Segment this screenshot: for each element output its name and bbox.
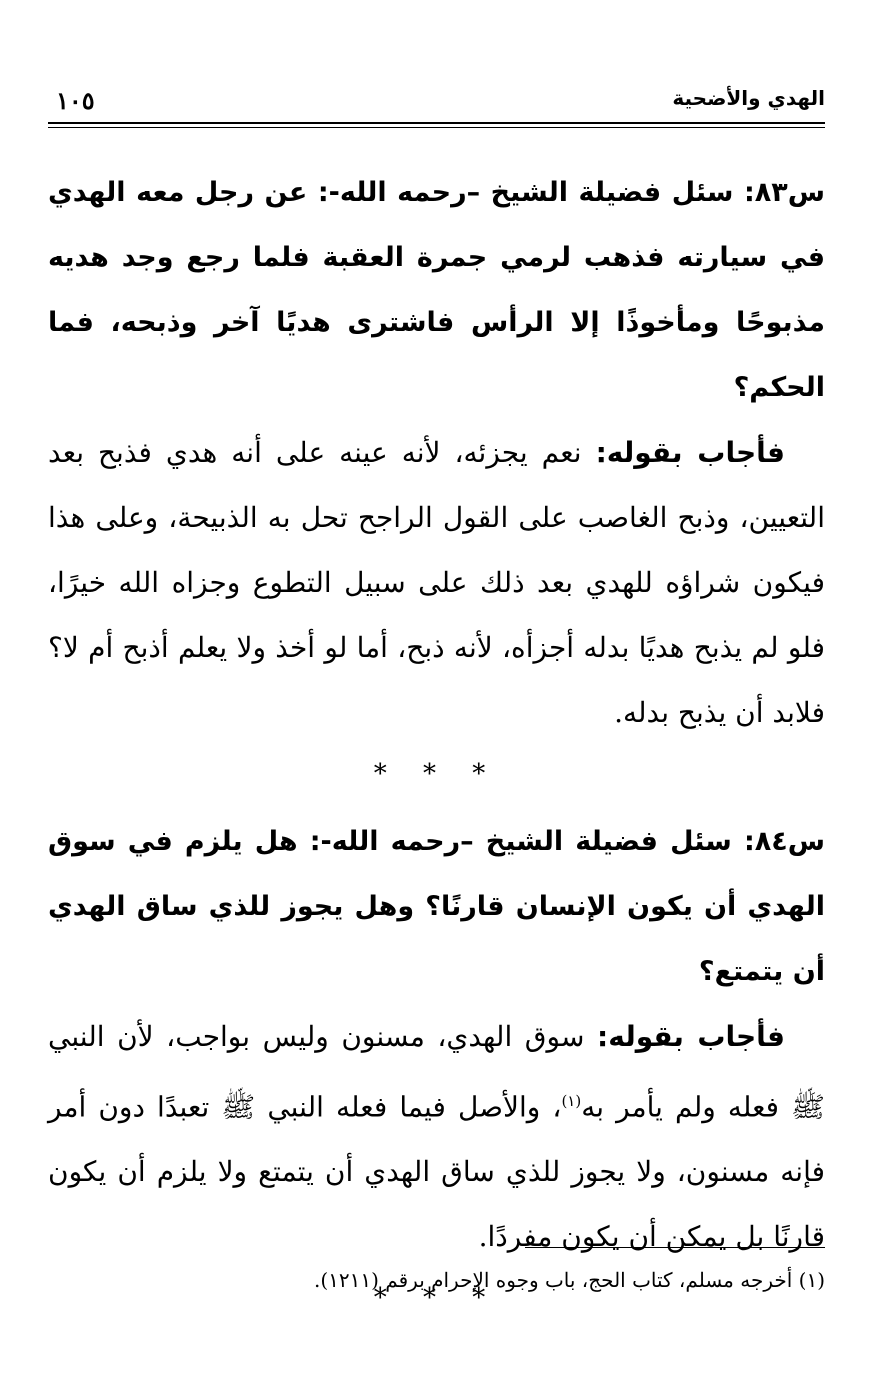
footnote-ref[interactable]: (١) [561,1092,582,1110]
page-body [48,160,825,1333]
section-separator: * * * [373,759,500,789]
answer-84-text-2: ، والأصل فيما فعله النبي ﷺ تعبدًا دون أمر فإنه مسنون، ولا يجوز للذي ساق الهدي أن يتمتع ولا يلزم أن يكون قارنًا بل يمكن أن يكون مفردًا. [48,1090,825,1254]
running-title: الهدي والأضحية [672,86,825,110]
header-rule [48,122,825,124]
page-header [48,86,825,120]
answer-83-label: فأجاب بقوله: [595,436,785,469]
answer-84 [48,1004,825,1269]
question-84 [48,809,825,1004]
answer-83 [48,420,825,745]
answer-83-text: نعم يجزئه، لأنه عينه على أنه هدي فذبح بعد التعيين، وذبح الغاصب على القول الراجح تحل به الذبيحة، وعلى هذا فيكون شراؤه للهدي بعد ذلك على سبيل التطوع وجزاه الله خيرًا، فلو لم يذبح هديًا بدله أجزأه، لأنه ذبح، أما لو أخذ ولا يعلم أذبح أم لا؟ فلابد أن يذبح بدله. [48,436,825,729]
question-84-label: س٨٤: [743,826,826,857]
page-number: ١٠٥ [56,86,95,115]
section-separator-2: * * * [373,1283,500,1314]
question-83-label: س٨٣: [743,177,825,208]
question-83-text: سئل فضيلة الشيخ –رحمه الله-: عن رجل معه الهدي في سيارته فذهب لرمي جمرة العقبة فلما رجع وجد هديه مذبوحًا ومأخوذًا إلا الرأس فاشترى هديًا آخر وذبحه، فما الحكم؟ [48,177,825,403]
footnote-rule [525,1247,825,1248]
answer-84-label: فأجاب بقوله: [597,1020,786,1053]
question-84-text: سئل فضيلة الشيخ –رحمه الله-: هل يلزم في سوق الهدي أن يكون الإنسان قارنًا؟ وهل يجوز للذي ساق الهدي أن يتمتع؟ [48,826,825,987]
header-rule-thin [48,127,825,128]
footnote: (١) أخرجه مسلم، كتاب الحج، باب وجوه الإحرام برقم (١٢١١). [313,1268,825,1292]
question-83 [48,160,825,420]
answer-84-text-1: سوق الهدي، مسنون وليس بواجب، لأن النبي ﷺ فعله ولم يأمر به [48,1020,825,1124]
